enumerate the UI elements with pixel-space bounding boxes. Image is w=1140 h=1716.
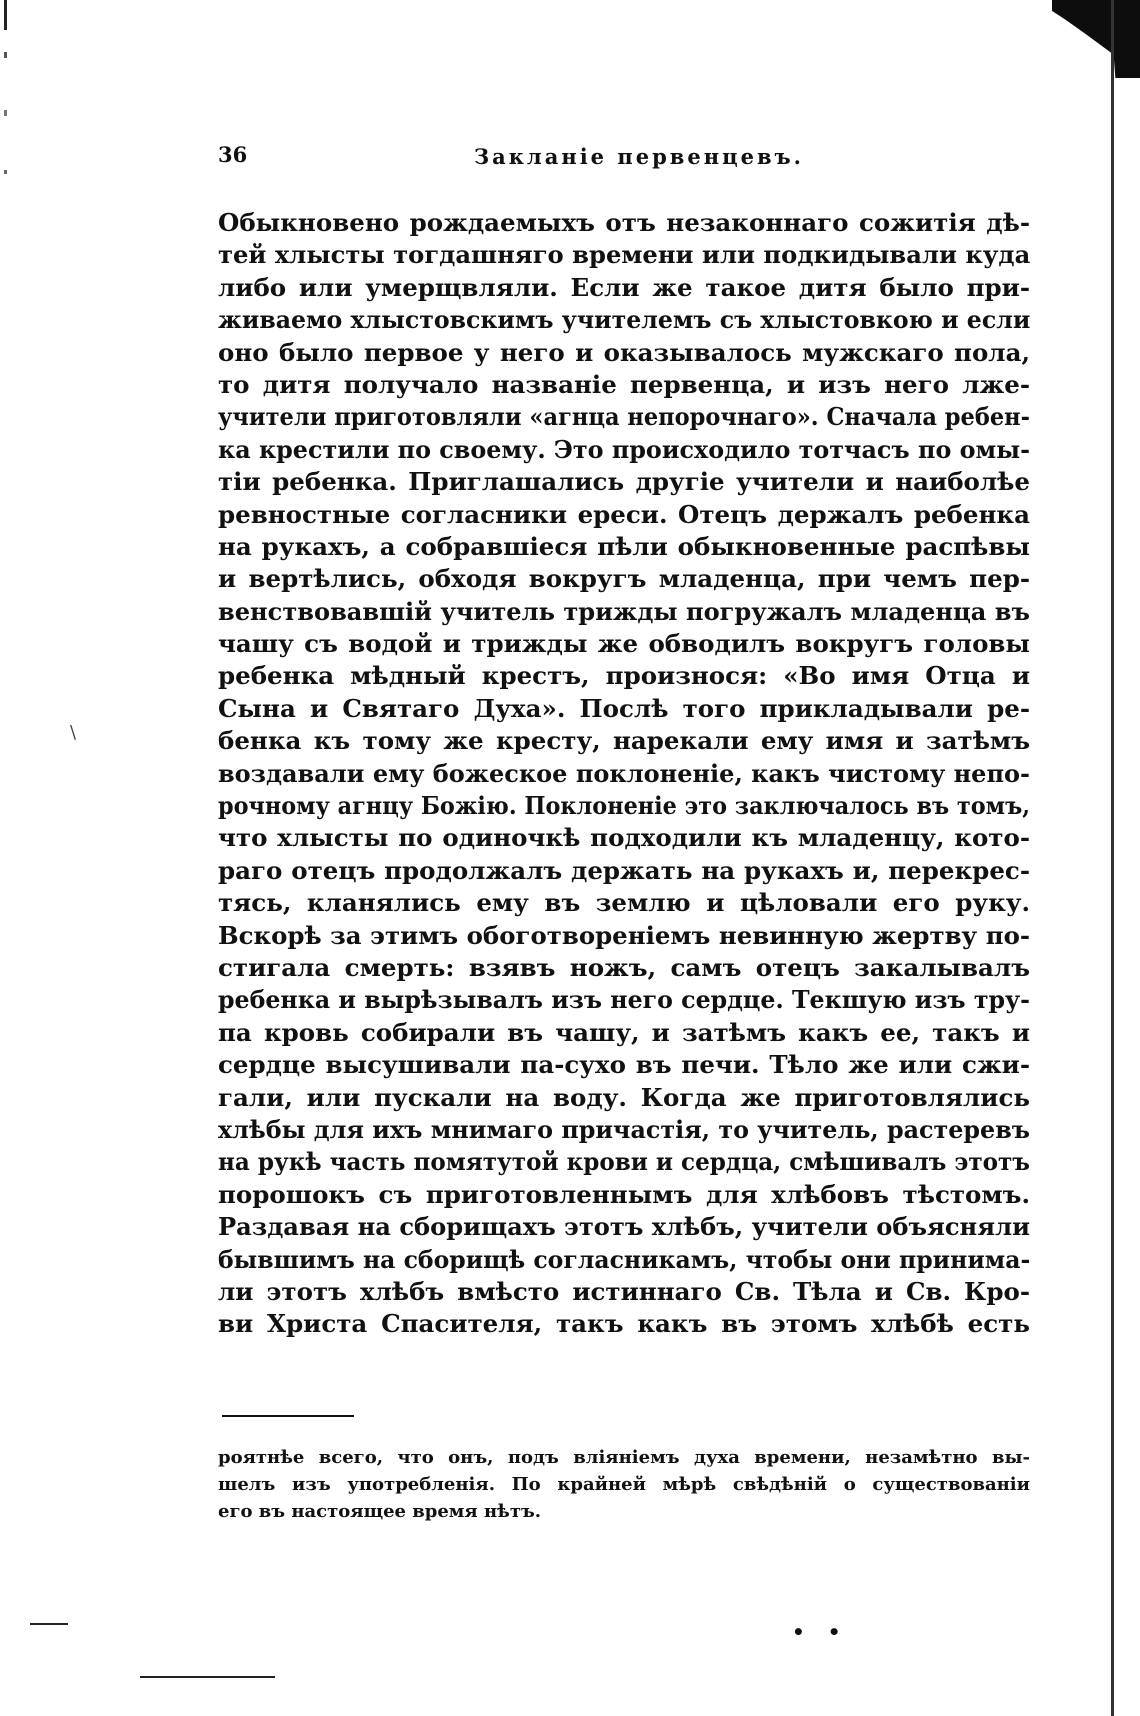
- scan-dots: • •: [792, 1620, 849, 1644]
- text-line: ли этотъ хлѣбъ вмѣсто истиннаго Св. Тѣла и Св. Кро-: [218, 1276, 1030, 1306]
- text-line: ребенка и вырѣзывалъ изъ него сердце. Текшую изъ тру-: [218, 985, 1030, 1015]
- page-number: 36: [218, 142, 248, 167]
- text-line: па кровь собирали въ чашу, и затѣмъ какъ ее, такъ и: [218, 1017, 1030, 1047]
- text-line: учители приготовляли «агнца непорочнаго». Сначала ребен-: [218, 402, 1030, 432]
- text-line: ка крестили по своему. Это происходило тотчасъ по омы-: [218, 434, 1030, 464]
- text-line: на рукахъ, а собравшіеся пѣли обыкновенные распѣвы: [218, 531, 1030, 561]
- running-title: Закланіе первенцевъ.: [474, 144, 804, 169]
- text-line: тясь, кланялись ему въ землю и цѣловали его руку.: [218, 888, 1030, 918]
- footnote-separator: [222, 1415, 354, 1417]
- scan-edge-artifact: [4, 0, 7, 240]
- footnote-line: шелъ изъ употребленія. По крайней мѣрѣ свѣдѣній о существованіи: [218, 1474, 1030, 1495]
- text-line: либо или умерщвляли. Если же такое дитя было при-: [218, 272, 1030, 302]
- text-line: то дитя получало названіе первенца, и изъ него лже-: [218, 369, 1030, 399]
- text-line: ребенка мѣдный крестъ, произнося: «Во имя Отца и: [218, 661, 1030, 691]
- footnote-line: роятнѣе всего, что онъ, подъ вліяніемъ духа времени, незамѣтно вы-: [218, 1447, 1030, 1468]
- body-paragraph: [218, 207, 1030, 1341]
- footnote-line: его въ настоящее время нѣтъ.: [218, 1501, 542, 1522]
- scan-bottom-mark: [30, 1623, 68, 1625]
- text-line: хлѣбы для ихъ мнимаго причастія, то учитель, растеревъ: [218, 1114, 1030, 1144]
- text-line: чашу съ водой и трижды же обводилъ вокругъ головы: [218, 629, 1030, 659]
- text-line: и вертѣлись, обходя вокругъ младенца, при чемъ пер-: [218, 564, 1030, 594]
- text-line: венствовавшій учитель трижды погружалъ младенца въ: [218, 596, 1030, 626]
- footnote: [218, 1444, 1030, 1525]
- text-line: гали, или пускали на воду. Когда же приготовлялись: [218, 1082, 1030, 1112]
- text-line: ревностные согласники ереси. Отецъ держалъ ребенка: [218, 499, 1030, 529]
- scan-mark: \: [70, 722, 77, 743]
- scan-bottom-line: [140, 1676, 275, 1678]
- text-line: оно было первое у него и оказывалось мужскаго пола,: [218, 337, 1030, 367]
- text-line: Раздавая на сборищахъ этотъ хлѣбъ, учители объясняли: [218, 1212, 1030, 1242]
- text-line: сердце высушивали па-сухо въ печи. Тѣло же или сжи-: [218, 1050, 1030, 1080]
- text-line: тей хлысты тогдашняго времени или подкидывали куда: [218, 240, 1031, 270]
- text-line: воздавали ему божеское поклоненіе, какъ чистому непо-: [218, 758, 1030, 788]
- text-line: на рукѣ часть помятутой крови и сердца, смѣшивалъ этотъ: [218, 1147, 1030, 1177]
- text-line: что хлысты по одиночкѣ подходили къ младенцу, кото-: [218, 823, 1030, 853]
- text-line: рочному агнцу Божію. Поклоненіе это заключалось въ томъ,: [218, 791, 1031, 821]
- text-line: тіи ребенка. Приглашались другіе учители и наиболѣе: [218, 467, 1030, 497]
- text-line: Сына и Святаго Духа». Послѣ того прикладывали ре-: [218, 693, 1030, 723]
- text-line: Обыкновено рождаемыхъ отъ незаконнаго сожитія дѣ-: [218, 208, 1030, 237]
- text-line: бенка къ тому же кресту, нарекали ему имя и затѣмъ: [218, 726, 1030, 756]
- text-line: живаемо хлыстовскимъ учителемъ съ хлыстовкою и если: [218, 305, 1031, 335]
- scan-corner-artifact: [1052, 0, 1140, 78]
- scan-right-edge: [1111, 0, 1114, 1716]
- text-line: Вскорѣ за этимъ обоготвореніемъ невинную жертву по-: [218, 920, 1030, 950]
- text-line: бывшимъ на сборищѣ согласникамъ, чтобы они принима-: [218, 1244, 1031, 1274]
- text-line: стигала смерть: взявъ ножъ, самъ отецъ закалывалъ: [218, 952, 1030, 982]
- text-line: порошокъ съ приготовленнымъ для хлѣбовъ тѣстомъ.: [218, 1179, 1030, 1209]
- text-line: ви Христа Спасителя, такъ какъ въ этомъ хлѣбѣ есть: [218, 1309, 1030, 1339]
- text-line: раго отецъ продолжалъ держать на рукахъ и, перекрес-: [218, 855, 1030, 885]
